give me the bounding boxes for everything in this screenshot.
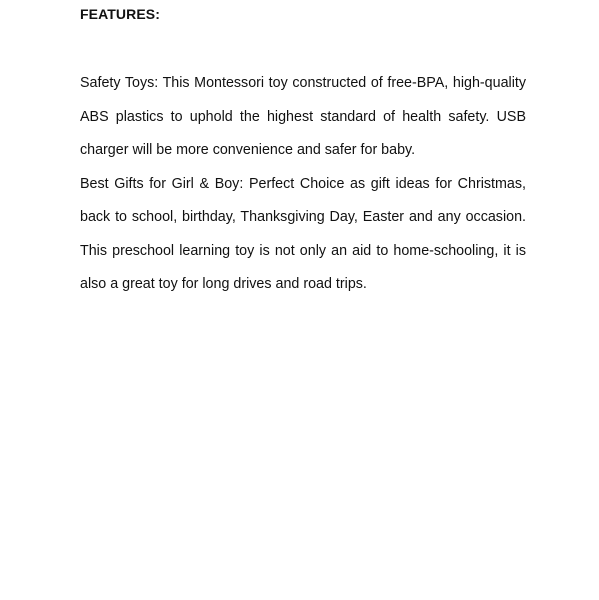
features-heading: FEATURES:: [80, 6, 160, 22]
best-gifts-paragraph: Best Gifts for Girl & Boy: Perfect Choice as gift ideas for Christmas, back to school, birthday, Thanksgiving Day, Easter and any occasion. This preschool learning toy is not only an aid to home-schooling, it is also a great toy for long drives and road trips.: [80, 175, 526, 292]
safety-toys-paragraph: Safety Toys: This Montessori toy constructed of free-BPA, high-quality ABS plastics to uphold the highest standard of health safety. USB charger will be more convenience and safer for baby.: [80, 75, 526, 158]
features-content: [80, 67, 526, 302]
